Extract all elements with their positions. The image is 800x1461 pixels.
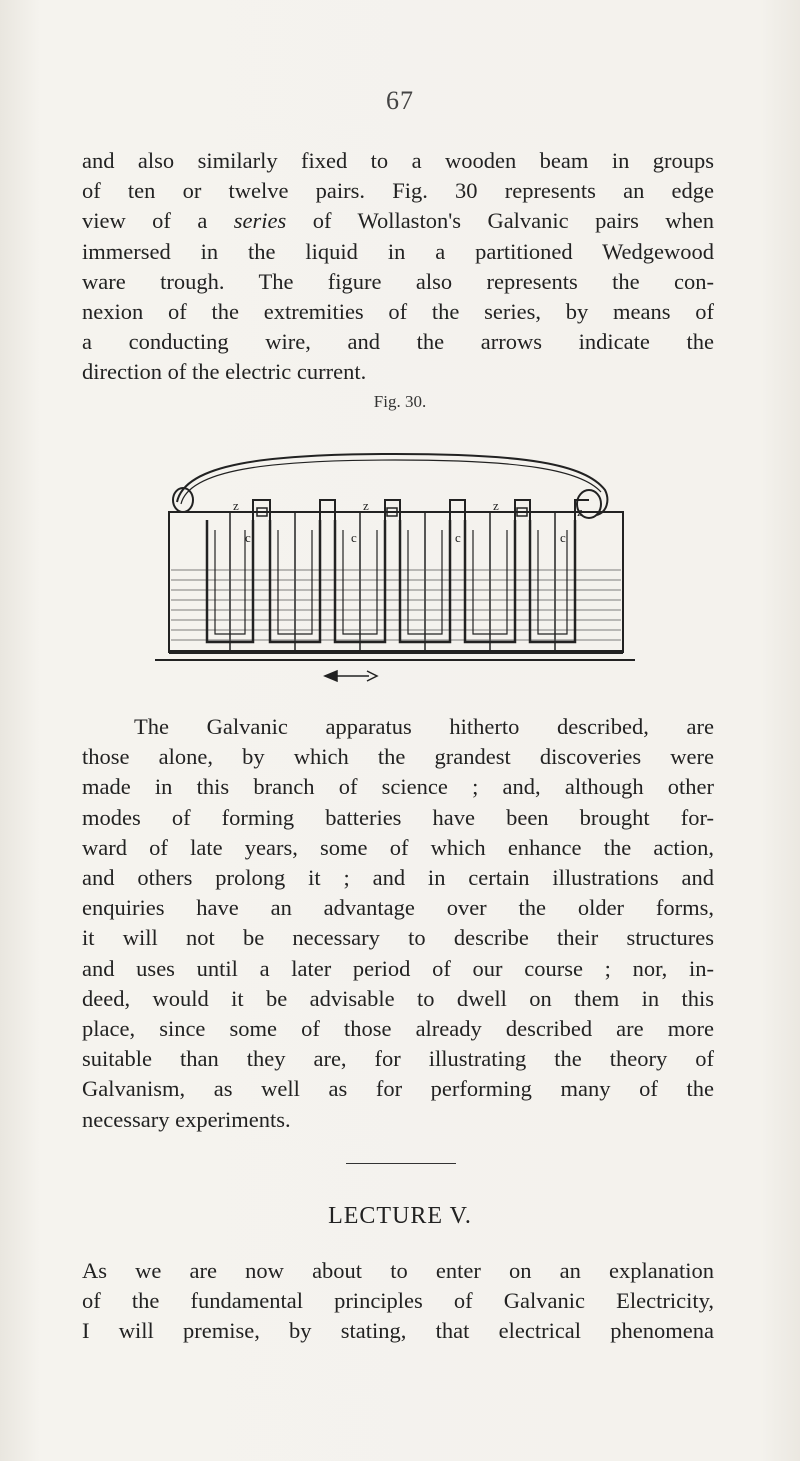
text-line: direction of the electric current.: [82, 359, 367, 385]
text-line: ward of late years, some of which enhance the action,: [82, 834, 714, 860]
text-line: modes of forming batteries have been brought for-: [82, 804, 714, 830]
text-line: of ten or twelve pairs. Fig. 30 represents an edge: [82, 178, 714, 204]
text-fragment: view of a: [82, 208, 234, 234]
text-line: a conducting wire, and the arrows indicate the: [82, 329, 714, 355]
zinc-label: z: [363, 498, 369, 513]
figure-30-galvanic-trough: [155, 420, 635, 690]
connecting-straps: [253, 500, 589, 520]
text-line: of the fundamental principles of Galvanic Electricity,: [82, 1288, 714, 1314]
text-line: place, since some of those already described are more: [82, 1016, 714, 1042]
lecture-heading: LECTURE V.: [328, 1203, 472, 1229]
trough-partitions: [230, 512, 555, 652]
text-line: it will not be necessary to describe their structures: [82, 925, 714, 951]
italic-word: series: [233, 208, 287, 234]
paragraph-2: [82, 712, 714, 1135]
text-line: enquiries have an advantage over the older forms,: [82, 895, 714, 921]
copper-label: c: [351, 530, 357, 545]
text-line: and uses until a later period of our course ; nor, in-: [82, 955, 714, 981]
text-line: made in this branch of science ; and, although other: [82, 774, 714, 800]
current-arrow: [325, 671, 377, 681]
text-line: As we are now about to enter on an explanation: [82, 1258, 714, 1283]
conducting-wire: [177, 454, 607, 515]
text-line: suitable than they are, for illustrating the theory of: [82, 1046, 714, 1072]
text-line: necessary experiments.: [82, 1106, 291, 1132]
page-number: 67: [386, 86, 414, 115]
text-line: immersed in the liquid in a partitioned Wedgewood: [82, 238, 714, 264]
text-line: nexion of the extremities of the series, by means of: [82, 299, 714, 325]
text-line: [82, 206, 714, 236]
zinc-label: z: [577, 504, 583, 519]
text-line: I will premise, by stating, that electrical phenomena: [82, 1318, 714, 1344]
text-line: The Galvanic apparatus hitherto described, are: [134, 714, 714, 739]
text-line: ware trough. The figure also represents the con-: [82, 268, 714, 294]
left-terminal: [173, 488, 193, 512]
text-line: deed, would it be advisable to dwell on them in this: [82, 985, 714, 1011]
text-line: and others prolong it ; and in certain illustrations and: [82, 865, 714, 891]
section-divider: [346, 1163, 456, 1164]
text-line: those alone, by which the grandest discoveries were: [82, 744, 714, 770]
text-fragment: of Wollaston's Galvanic pairs when: [286, 208, 715, 234]
paragraph-1: [82, 146, 714, 388]
copper-label: c: [455, 530, 461, 545]
zinc-label: z: [233, 498, 239, 513]
text-line: and also similarly fixed to a wooden beam in groups: [82, 148, 714, 173]
zinc-label: z: [493, 498, 499, 513]
figure-caption: Fig. 30.: [373, 392, 427, 411]
liquid-hatching: [171, 570, 621, 640]
galvanic-pairs: [207, 520, 575, 642]
paragraph-3: [82, 1256, 714, 1347]
text-line: Galvanism, as well as for performing many of the: [82, 1076, 714, 1102]
copper-label: c: [245, 530, 251, 545]
copper-label: c: [560, 530, 566, 545]
